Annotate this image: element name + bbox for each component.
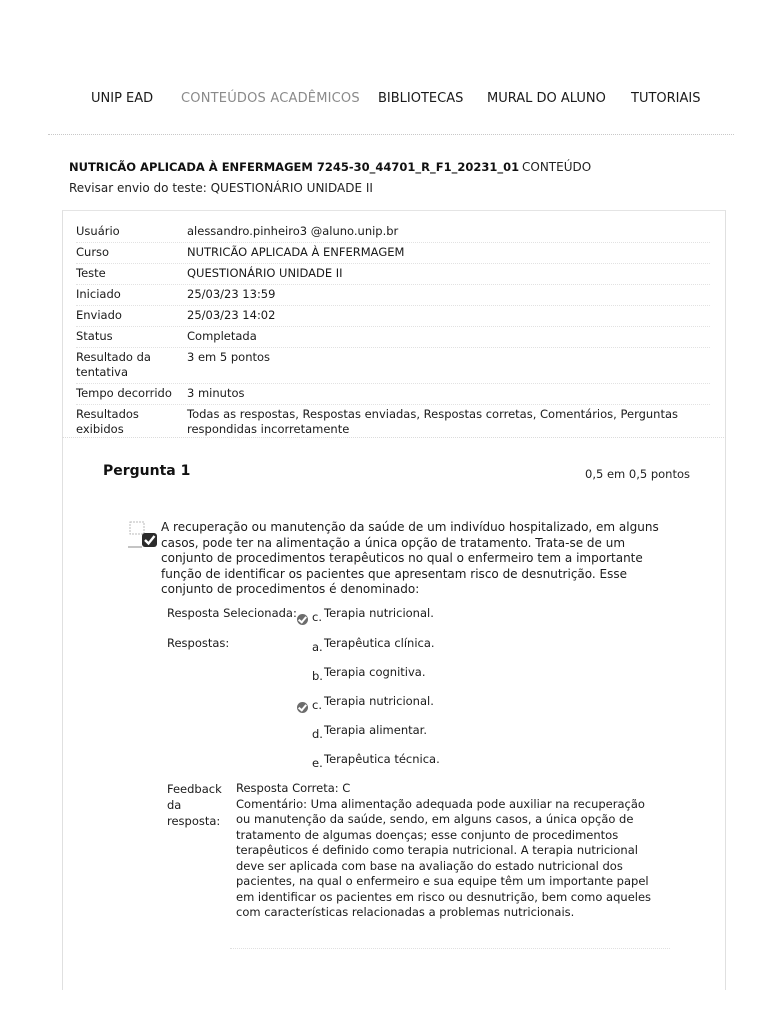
nav-divider [48,134,734,135]
info-value: 3 minutos [187,386,245,400]
attempt-info-table [76,222,710,440]
answer-text: Terapêutica técnica. [324,752,440,766]
selected-answer-label: Resposta Selecionada: [167,606,297,620]
top-navigation [0,88,768,112]
feedback-correct-answer: Resposta Correta: C [236,781,351,795]
info-row-status [76,327,710,348]
nav-unip-ead[interactable]: UNIP EAD [91,91,154,106]
answer-text: Terapia nutricional. [324,694,434,708]
info-label: Resultados exibidos [76,407,139,436]
answer-letter: e. [312,756,323,770]
info-value: 25/03/23 13:59 [187,287,276,301]
answer-letter: c. [312,698,322,712]
answer-letter: d. [312,727,323,741]
info-row-iniciado [76,285,710,306]
info-row-resultado [76,348,710,384]
question-points: 0,5 em 0,5 pontos [585,467,690,481]
info-label: Enviado [76,308,122,322]
info-label: Resultado da tentativa [76,350,151,379]
info-label: Iniciado [76,287,121,301]
info-row-resultados-exibidos [76,405,710,440]
info-label: Usuário [76,224,120,238]
info-row-enviado [76,306,710,327]
info-value: QUESTIONÁRIO UNIDADE II [187,266,343,280]
feedback-label-line: resposta: [167,814,221,828]
info-label: Status [76,329,113,343]
answer-option-c [312,694,434,712]
feedback-label-line: da [167,798,182,812]
answer-text: Terapia nutricional. [324,606,434,620]
answer-option-a [312,636,435,654]
info-label: Teste [76,266,106,280]
answer-option-d [312,723,428,741]
answer-text: Terapia alimentar. [324,723,428,737]
answers-label: Respostas: [167,636,230,650]
correct-answer-icon [128,520,158,550]
answer-letter: a. [312,640,323,654]
feedback-text [236,781,656,921]
answer-text: Terapia cognitiva. [324,665,426,679]
info-value: 25/03/23 14:02 [187,308,276,322]
nav-mural-do-aluno[interactable]: MURAL DO ALUNO [487,91,606,106]
feedback-divider [230,948,670,949]
info-value: Todas as respostas, Respostas enviadas, Respostas corretas, Comentários, Perguntas respondidas incorretamente [187,407,679,436]
content-link[interactable]: CONTEÚDO [522,160,592,174]
info-value: alessandro.pinheiro3 @aluno.unip.br [187,224,399,238]
check-icon [297,702,308,713]
nav-conteudos-academicos[interactable]: CONTEÚDOS ACADÊMICOS [181,91,360,106]
info-row-teste [76,264,710,285]
page-subtitle: Revisar envio do teste: QUESTIONÁRIO UNIDADE II [69,181,373,195]
question-title: Pergunta 1 [103,463,191,479]
nav-bibliotecas[interactable]: BIBLIOTECAS [378,91,464,106]
info-value: 3 em 5 pontos [187,350,271,364]
answer-option-b [312,665,426,683]
course-title: NUTRICÃO APLICADA À ENFERMAGEM 7245-30_44701_R_F1_20231_01 [69,160,520,174]
nav-tutoriais[interactable]: TUTORIAIS [631,91,701,106]
selected-answer [312,606,434,624]
section-divider [62,437,726,438]
check-icon [297,614,308,625]
info-row-usuario [76,222,710,243]
answer-option-e [312,752,440,770]
question-text: A recuperação ou manutenção da saúde de um indivíduo hospitalizado, em alguns casos, pode ter na alimentação a única opção de tratamento. Trata-se de um conjunto de procedimentos terapêuticos no qual o enfermeiro tem a importante função de identificar os pacientes que apresentam risco de desnutrição. Esse conjunto de procedimentos é denominado: [161,520,659,596]
info-label: Curso [76,245,110,259]
feedback-label [167,781,227,829]
answer-text: Terapêutica clínica. [324,636,435,650]
info-label: Tempo decorrido [76,386,172,400]
info-value: NUTRICÃO APLICADA À ENFERMAGEM [187,245,405,259]
answer-letter: b. [312,669,323,683]
feedback-label-line: Feedback [167,782,222,796]
info-row-tempo [76,384,710,405]
feedback-comment: Comentário: Uma alimentação adequada pode auxiliar na recuperação ou manutenção da saúde, sendo, em alguns casos, a única opção de tratamento de algumas doenças; esse conjunto de procedimentos terapêuticos é definido como terapia nutricional. A terapia nutricional deve ser aplicada com base na avaliação do estado nutricional dos pacientes, na qual o enfermeiro e sua equipe têm um importante papel em identificar os pacientes em risco ou desnutrição, bem como aqueles com características relacionadas a problemas nutricionais. [236,796,652,919]
info-value: Completada [187,329,257,343]
answer-letter: c. [312,610,322,624]
info-row-curso [76,243,710,264]
